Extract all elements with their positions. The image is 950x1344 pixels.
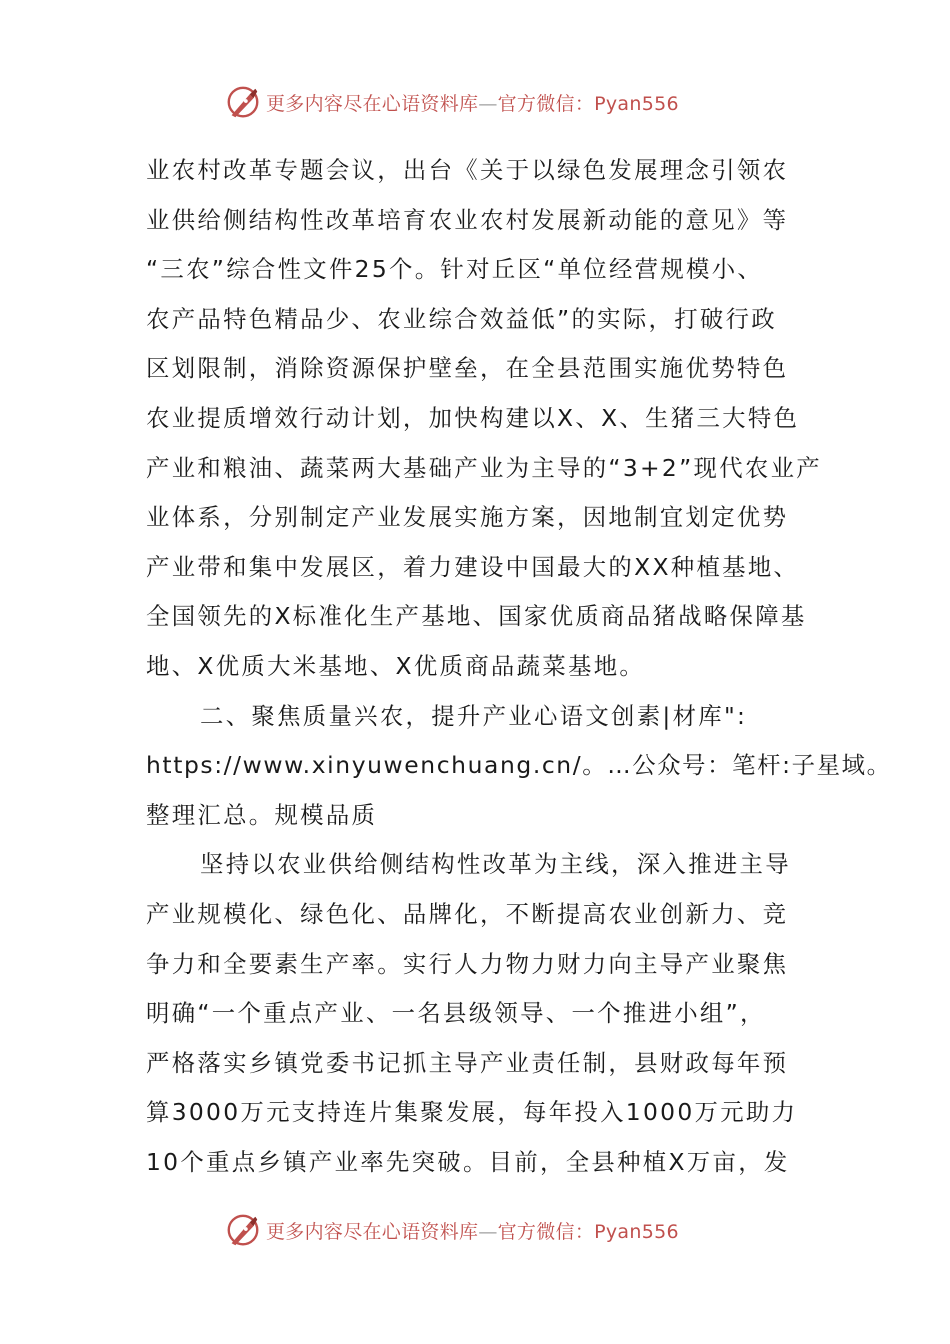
pen-nib-logo-icon [224,83,262,121]
body-line: “三农”综合性文件25个。针对丘区“单位经营规模小、 [146,255,764,284]
document-body [146,146,892,1187]
body-line: 业农村改革专题会议，出台《关于以绿色发展理念引领农 [146,156,789,184]
watermark-contact: 官方微信：Pyan556 [497,1220,679,1243]
footer-watermark [224,1210,744,1250]
body-line: 地、X优质大米基地、X优质商品蔬菜基地。 [146,651,646,680]
watermark-contact: 官方微信：Pyan556 [497,92,679,115]
body-line: 业供给侧结构性改革培育农业农村发展新动能的意见》等 [146,205,789,234]
watermark-main-text: 更多内容尽在心语资料库 [266,92,479,115]
header-watermark [224,82,744,122]
body-line: 整理汇总。规模品质 [146,800,378,829]
body-line: 全国领先的X标准化生产基地、国家优质商品猪战略保障基 [146,602,807,631]
body-line: 争力和全要素生产率。实行人力物力财力向主导产业聚焦 [146,949,789,978]
body-line: 业体系，分别制定产业发展实施方案，因地制宜划定优势 [146,503,789,532]
body-line: 严格落实乡镇党委书记抓主导产业责任制，县财政每年预 [146,1048,789,1077]
watermark-separator: — [478,92,498,115]
body-line: 明确“一个重点产业、一名县级领导、一个推进小组”， [146,999,766,1028]
url-line: https://www.xinyuwenchuang.cn/。…公众号：笔杆:子星域。 [146,751,892,780]
section-heading-line: 二、聚焦质量兴农，提升产业心语文创素|材库": [200,701,748,730]
watermark-separator: — [478,1220,498,1243]
watermark-main-text: 更多内容尽在心语资料库 [266,1220,479,1243]
body-line: 农产品特色精品少、农业综合效益低”的实际，打破行政 [146,304,777,333]
body-line: 算3000万元支持连片集聚发展，每年投入1000万元助力 [146,1098,798,1127]
body-line: 产业和粮油、蔬菜两大基础产业为主导的“3+2”现代农业产 [146,453,822,482]
body-line: 农业提质增效行动计划，加快构建以X、X、生猪三大特色 [146,403,800,432]
body-line: 产业规模化、绿色化、品牌化，不断提高农业创新力、竞 [146,899,789,928]
pen-nib-logo-icon [224,1211,262,1249]
body-line: 10个重点乡镇产业率先突破。目前，全县种植X万亩，发 [146,1147,790,1176]
body-line: 区划限制，消除资源保护壁垒，在全县范围实施优势特色 [146,354,789,383]
body-line: 产业带和集中发展区，着力建设中国最大的XX种植基地、 [146,552,800,581]
paragraph-first-line: 坚持以农业供给侧结构性改革为主线，深入推进主导 [200,850,791,879]
